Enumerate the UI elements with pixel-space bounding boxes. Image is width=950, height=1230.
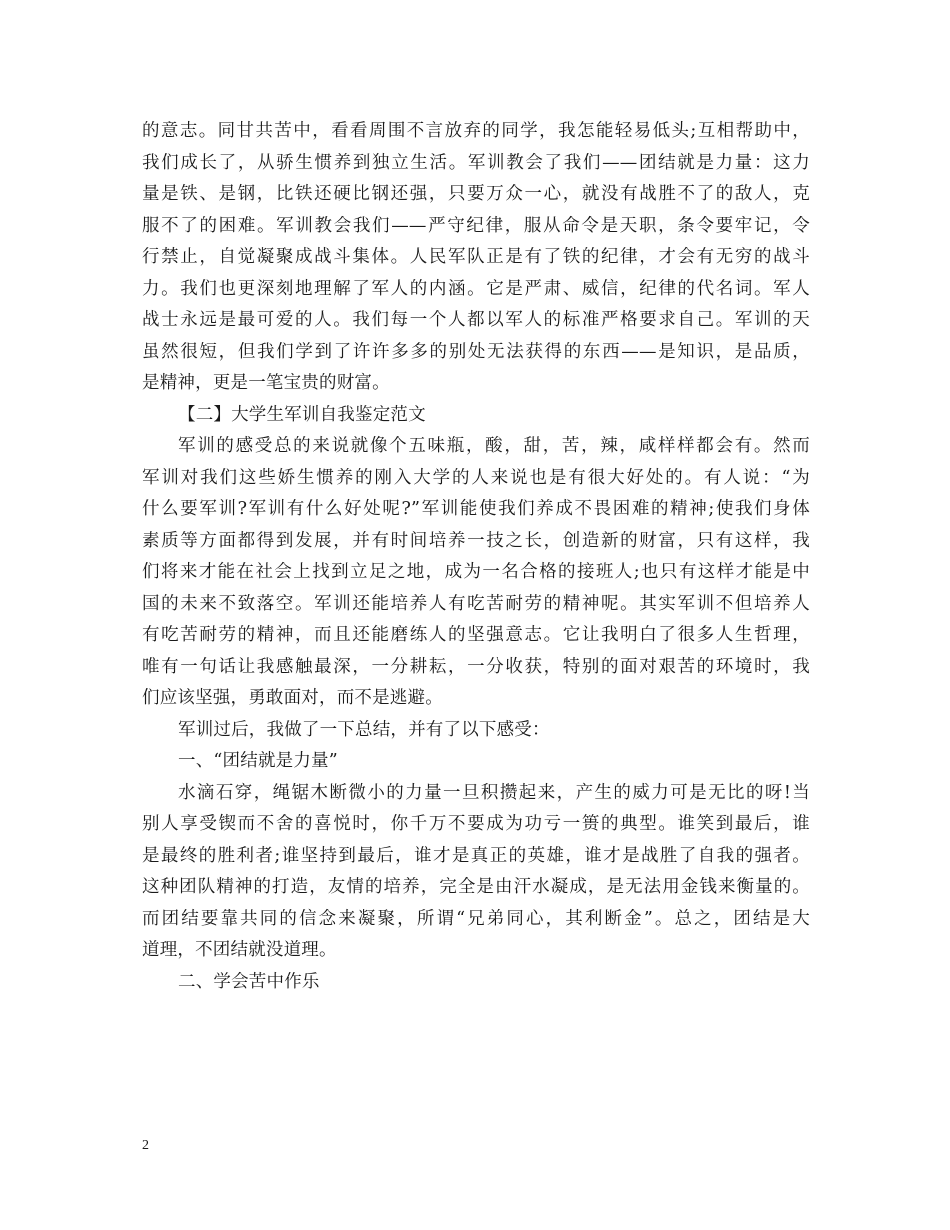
text-line: 军训的感受总的来说就像个五味瓶，酸，甜，苦，辣，咸样样都会有。然而 [178, 436, 810, 456]
subheading-text: 二、学会苦中作乐 [178, 971, 320, 992]
page-number: 2 [142, 1138, 149, 1153]
text-line: 军训对我们这些娇生惯养的刚入大学的人来说也是有很大好处的。有人说：“为 [142, 467, 810, 488]
text-line: 战士永远是最可爱的人。我们每一个人都以军人的标准严格要求自己。军训的天 [142, 310, 810, 330]
text-line: 行禁止，自觉凝聚成战斗集体。人民军队正是有了铁的纪律，才会有无穷的战斗 [142, 247, 810, 267]
text-line: 服不了的困难。军训教会我们——严守纪律，服从命令是天职，条令要牢记，令 [142, 215, 810, 236]
heading-text: 【二】大学生军训自我鉴定范文 [178, 404, 426, 425]
subheading-text: 一、“团结就是力量” [178, 751, 338, 771]
text-line: 的意志。同甘共苦中，看看周围不言放弃的同学，我怎能轻易低头;互相帮助中， [142, 121, 810, 141]
subheading [142, 746, 810, 778]
text-line: 唯有一句话让我感触最深，一分耕耘，一分收获，特别的面对艰苦的环境时，我 [142, 656, 810, 677]
paragraph [142, 116, 810, 400]
text-line: 虽然很短，但我们学到了许许多多的别处无法获得的东西——是知识，是品质， [142, 341, 810, 362]
text-line: 别人享受锲而不舍的喜悦时，你千万不要成为功亏一篑的典型。谁笑到最后，谁 [142, 814, 810, 834]
paragraph [142, 715, 810, 747]
text-line: 们应该坚强，勇敢面对，而不是逃避。 [142, 688, 443, 708]
text-line: 是精神，更是一笔宝贵的财富。 [142, 373, 390, 393]
paragraph [142, 431, 810, 715]
text-line: 军训过后，我做了一下总结，并有了以下感受： [178, 719, 550, 740]
subheading [142, 967, 810, 999]
text-line: 而团结要靠共同的信念来凝聚，所谓“兄弟同心，其利断金”。总之，团结是大 [142, 908, 810, 929]
text-line: 是最终的胜利者;谁坚持到最后，谁才是真正的英雄，谁才是战胜了自我的强者。 [142, 845, 810, 866]
text-line: 什么要军训?军训有什么好处呢?”军训能使我们养成不畏困难的精神;使我们身体 [142, 499, 810, 519]
text-line: 水滴石穿，绳锯木断微小的力量一旦积攒起来，产生的威力可是无比的呀!当 [178, 782, 810, 803]
text-line: 道理，不团结就没道理。 [142, 940, 337, 960]
text-line: 素质等方面都得到发展，并有时间培养一技之长，创造新的财富，只有这样，我 [142, 530, 810, 551]
text-line: 们将来才能在社会上找到立足之地，成为一名合格的接班人;也只有这样才能是中 [142, 562, 810, 582]
text-line: 这种团队精神的打造，友情的培养，完全是由汗水凝成，是无法用金钱来衡量的。 [142, 877, 810, 897]
text-line: 国的未来不致落空。军训还能培养人有吃苦耐劳的精神呢。其实军训不但培养人 [142, 593, 810, 614]
document-body [142, 116, 810, 998]
paragraph [142, 778, 810, 967]
section-heading [142, 400, 810, 432]
text-line: 量是铁、是钢，比铁还硬比钢还强，只要万众一心，就没有战胜不了的敌人，克 [142, 184, 810, 204]
text-line: 力。我们也更深刻地理解了军人的内涵。它是严肃、威信，纪律的代名词。军人 [142, 278, 810, 299]
text-line: 我们成长了，从骄生惯养到独立生活。军训教会了我们——团结就是力量：这力 [142, 152, 810, 173]
text-line: 有吃苦耐劳的精神，而且还能磨练人的坚强意志。它让我明白了很多人生哲理， [142, 625, 810, 645]
